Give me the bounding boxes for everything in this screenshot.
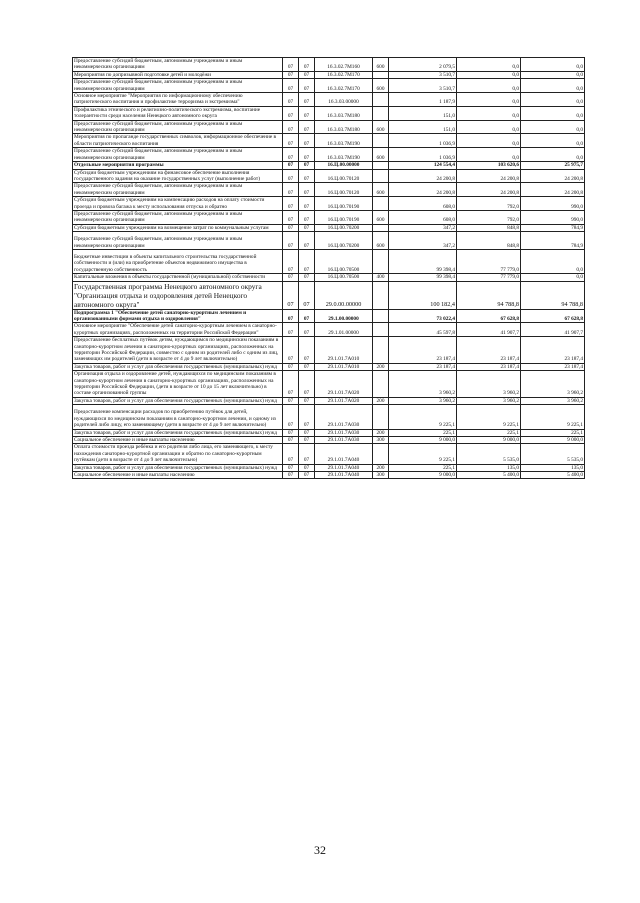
table-row	[73, 281, 585, 309]
target-article-code: 29.1.01.7А040	[315, 471, 373, 478]
expense-type-code	[373, 106, 389, 120]
expense-type-code: 200	[373, 363, 389, 370]
subsection-code: 07	[299, 58, 315, 72]
section-code: 07	[283, 232, 299, 250]
table-row	[73, 162, 585, 169]
target-article-code: 16.Ц.00.70190	[315, 197, 373, 211]
row-description: Организация отдыха и оздоровление детей, нуждающихся по медицинским показаниям в санаторно-курортном лечении в санаторно-курортных организациях, расположенных на территории Российской Федерации, (дети в возрасте от 10 до 15 лет включительно) в составе организованной группы	[73, 371, 283, 398]
section-code: 07	[283, 436, 299, 443]
row-description: Предоставление субсидий бюджетным, автономным учреждениям и иным некоммерческим организациям	[73, 183, 283, 197]
amount-year-1: 608,0	[389, 197, 457, 211]
amount-year-3: 3 960,2	[521, 397, 585, 404]
amount-year-2: 135,0	[457, 464, 521, 471]
amount-year-2: 848,8	[457, 232, 521, 250]
amount-year-2: 792,0	[457, 197, 521, 211]
table-row	[73, 471, 585, 478]
row-description: Предоставление субсидий бюджетным, автономным учреждениям и иным некоммерческим организациям	[73, 120, 283, 134]
expense-type-code	[373, 169, 389, 183]
amount-year-3: 0,0	[521, 120, 585, 134]
section-code: 07	[283, 106, 299, 120]
budget-table	[72, 57, 585, 479]
subsection-code: 07	[299, 120, 315, 134]
table-row	[73, 148, 585, 162]
section-code: 07	[283, 71, 299, 78]
amount-year-1: 9 000,0	[389, 436, 457, 443]
amount-year-3: 9 000,0	[521, 436, 585, 443]
amount-year-2: 103 620,6	[457, 162, 521, 169]
amount-year-2: 792,0	[457, 210, 521, 224]
expense-type-code: 300	[373, 471, 389, 478]
row-description: Мероприятия по пропаганде государственных символов, информационное обеспечение в области патриотического воспитания	[73, 134, 283, 148]
subsection-code: 07	[299, 464, 315, 471]
table-row	[73, 323, 585, 337]
amount-year-1: 347,2	[389, 232, 457, 250]
expense-type-code: 400	[373, 274, 389, 281]
row-description: Капитальные вложения в объекты государственной (муниципальной) собственности	[73, 274, 283, 281]
amount-year-3: 5 535,0	[521, 444, 585, 464]
amount-year-3: 25 975,7	[521, 162, 585, 169]
target-article-code: 29.1.01.7А010	[315, 337, 373, 364]
amount-year-3: 3 960,2	[521, 371, 585, 398]
subsection-code: 07	[299, 309, 315, 323]
subsection-code: 07	[299, 249, 315, 273]
table-row	[73, 134, 585, 148]
subsection-code: 07	[299, 363, 315, 370]
section-code: 07	[283, 58, 299, 72]
amount-year-1: 225,1	[389, 429, 457, 436]
expense-type-code	[373, 249, 389, 273]
target-article-code: 16.Ц.00.70200	[315, 224, 373, 231]
subsection-code: 07	[299, 162, 315, 169]
row-description: Закупка товаров, работ и услуг для обеспечения государственных (муниципальных) нужд	[73, 363, 283, 370]
target-article-code: 16.3.02.7M170	[315, 71, 373, 78]
target-article-code: 16.Ц.00.70120	[315, 183, 373, 197]
amount-year-1: 73 022,4	[389, 309, 457, 323]
section-code: 07	[283, 281, 299, 309]
amount-year-2: 0,0	[457, 120, 521, 134]
amount-year-3: 23 187,4	[521, 363, 585, 370]
section-code: 07	[283, 148, 299, 162]
section-code: 07	[283, 363, 299, 370]
table-row	[73, 197, 585, 211]
target-article-code: 29.1.00.00000	[315, 309, 373, 323]
table-row	[73, 58, 585, 72]
row-description: Подпрограмма 1 "Обеспечение детей санаторно-курортным лечением и организованными формами отдыха и оздоровления"	[73, 309, 283, 323]
amount-year-2: 24 200,8	[457, 183, 521, 197]
section-code: 07	[283, 274, 299, 281]
row-description: Предоставление субсидий бюджетным, автономным учреждениям и иным некоммерческим организациям	[73, 58, 283, 72]
subsection-code: 07	[299, 337, 315, 364]
amount-year-2: 0,0	[457, 93, 521, 107]
section-code: 07	[283, 337, 299, 364]
expense-type-code: 600	[373, 183, 389, 197]
target-article-code: 16.Ц.00.70500	[315, 274, 373, 281]
row-description: Закупка товаров, работ и услуг для обеспечения государственных (муниципальных) нужд	[73, 464, 283, 471]
section-code: 07	[283, 183, 299, 197]
amount-year-2: 3 960,2	[457, 371, 521, 398]
section-code: 07	[283, 197, 299, 211]
amount-year-1: 3 960,2	[389, 371, 457, 398]
table-row	[73, 309, 585, 323]
section-code: 07	[283, 323, 299, 337]
amount-year-2: 848,8	[457, 224, 521, 231]
amount-year-2: 41 907,7	[457, 323, 521, 337]
amount-year-3: 135,0	[521, 464, 585, 471]
target-article-code: 29.1.01.7А040	[315, 464, 373, 471]
section-code: 07	[283, 371, 299, 398]
target-article-code: 29.1.01.7А020	[315, 371, 373, 398]
amount-year-1: 99 398,4	[389, 249, 457, 273]
section-code: 07	[283, 464, 299, 471]
row-description: Предоставление компенсации расходов по приобретению путёвок для детей, нуждающихся по медицинским показаниям в санаторно-курортном лечении, и одному из родителей либо лицу, его заменяющему (дети в возрасте от 4 до 9 лет включительно)	[73, 405, 283, 429]
subsection-code: 07	[299, 224, 315, 231]
amount-year-1: 2 079,5	[389, 58, 457, 72]
table-row	[73, 79, 585, 93]
amount-year-3: 0,0	[521, 134, 585, 148]
section-code: 07	[283, 134, 299, 148]
amount-year-3: 0,0	[521, 93, 585, 107]
row-description: Предоставление субсидий бюджетным, автономным учреждениям и иным некоммерческим организациям	[73, 232, 283, 250]
amount-year-3: 0,0	[521, 274, 585, 281]
amount-year-3: 24 200,8	[521, 183, 585, 197]
table-row	[73, 363, 585, 370]
amount-year-3: 9 225,1	[521, 405, 585, 429]
subsection-code: 07	[299, 71, 315, 78]
target-article-code: 16.3.03.7M190	[315, 148, 373, 162]
row-description: Субсидии бюджетным учреждениям на компенсацию расходов на оплату стоимости проезда и провоза багажа к месту использования отпуска и обратно	[73, 197, 283, 211]
table-row	[73, 464, 585, 471]
subsection-code: 07	[299, 444, 315, 464]
amount-year-2: 67 628,8	[457, 309, 521, 323]
table-row	[73, 436, 585, 443]
amount-year-1: 608,0	[389, 210, 457, 224]
expense-type-code	[373, 323, 389, 337]
page-number: 32	[314, 843, 326, 857]
expense-type-code	[373, 281, 389, 309]
subsection-code: 07	[299, 323, 315, 337]
target-article-code: 29.1.01.00000	[315, 323, 373, 337]
table-row	[73, 274, 585, 281]
target-article-code: 16.Ц.00.70500	[315, 249, 373, 273]
subsection-code: 07	[299, 197, 315, 211]
target-article-code: 16.Ц.00.70190	[315, 210, 373, 224]
row-description: Закупка товаров, работ и услуг для обеспечения государственных (муниципальных) нужд	[73, 397, 283, 404]
table-row	[73, 232, 585, 250]
amount-year-1: 3 960,2	[389, 397, 457, 404]
amount-year-1: 1 187,9	[389, 93, 457, 107]
subsection-code: 07	[299, 79, 315, 93]
budget-table-sheet	[72, 57, 584, 479]
expense-type-code	[373, 444, 389, 464]
amount-year-2: 0,0	[457, 134, 521, 148]
amount-year-1: 9 225,1	[389, 444, 457, 464]
subsection-code: 07	[299, 397, 315, 404]
amount-year-1: 3 510,7	[389, 79, 457, 93]
amount-year-2: 77 779,0	[457, 249, 521, 273]
expense-type-code	[373, 371, 389, 398]
table-row	[73, 444, 585, 464]
amount-year-1: 225,1	[389, 464, 457, 471]
row-description: Предоставление субсидий бюджетным, автономным учреждениям и иным некоммерческим организациям	[73, 210, 283, 224]
row-description: Закупка товаров, работ и услуг для обеспечения государственных (муниципальных) нужд	[73, 429, 283, 436]
amount-year-1: 100 182,4	[389, 281, 457, 309]
expense-type-code: 200	[373, 464, 389, 471]
amount-year-2: 5 535,0	[457, 444, 521, 464]
table-row	[73, 183, 585, 197]
amount-year-3: 990,0	[521, 197, 585, 211]
subsection-code: 07	[299, 405, 315, 429]
amount-year-3: 0,0	[521, 106, 585, 120]
amount-year-1: 45 597,8	[389, 323, 457, 337]
subsection-code: 07	[299, 471, 315, 478]
row-description: Субсидии бюджетным учреждениям на финансовое обеспечение выполнения государственного задания на оказание государственных услуг (выполнение работ)	[73, 169, 283, 183]
amount-year-1: 151,0	[389, 106, 457, 120]
row-description: Социальное обеспечение и иные выплаты населению	[73, 471, 283, 478]
amount-year-3: 0,0	[521, 148, 585, 162]
amount-year-2: 0,0	[457, 106, 521, 120]
section-code: 07	[283, 224, 299, 231]
row-description: Оплата стоимости проезда ребёнка и его родителя либо лица, его заменяющего, к месту нахождения санаторно-курортной организации и обратно по санаторно-курортным путёвкам (дети в возрасте от 4 до 9 лет включительно)	[73, 444, 283, 464]
row-description: Предоставление бесплатных путёвок детям, нуждающимся по медицинским показаниям в санаторно-курортном лечении в санаторно-курортных организациях, расположенных на территории Российской Федерации, совместно с одним из родителей либо с одним из лиц, заменяющих им родителей (дети в возрасте от 4 до 9 лет включительно)	[73, 337, 283, 364]
target-article-code: 16.Ц.00.70120	[315, 169, 373, 183]
expense-type-code: 600	[373, 148, 389, 162]
expense-type-code: 600	[373, 58, 389, 72]
amount-year-1: 124 554,4	[389, 162, 457, 169]
subsection-code: 07	[299, 429, 315, 436]
table-row	[73, 249, 585, 273]
amount-year-1: 23 187,4	[389, 337, 457, 364]
amount-year-2: 94 788,8	[457, 281, 521, 309]
row-description: Основное мероприятие "Обеспечение детей санаторно-курортным лечением в санаторно-курортных организациях, расположенных на территории Российской Федерации"	[73, 323, 283, 337]
amount-year-3: 41 907,7	[521, 323, 585, 337]
target-article-code: 29.1.01.7А030	[315, 429, 373, 436]
table-row	[73, 429, 585, 436]
subsection-code: 07	[299, 93, 315, 107]
amount-year-2: 3 960,2	[457, 397, 521, 404]
row-description: Государственная программа Ненецкого автономного округа "Организация отдыха и оздоровления детей Ненецкого автономного округа"	[73, 281, 283, 309]
amount-year-2: 23 187,4	[457, 337, 521, 364]
section-code: 07	[283, 309, 299, 323]
amount-year-3: 67 628,8	[521, 309, 585, 323]
row-description: Мероприятия по допризывной подготовке детей и молодёжи	[73, 71, 283, 78]
target-article-code: 16.3.03.7M180	[315, 120, 373, 134]
section-code: 07	[283, 169, 299, 183]
target-article-code: 29.0.00.00000	[315, 281, 373, 309]
amount-year-1: 1 036,9	[389, 148, 457, 162]
section-code: 07	[283, 210, 299, 224]
subsection-code: 07	[299, 183, 315, 197]
subsection-code: 07	[299, 371, 315, 398]
expense-type-code	[373, 162, 389, 169]
amount-year-3: 23 187,4	[521, 337, 585, 364]
target-article-code: 29.1.01.7А030	[315, 405, 373, 429]
amount-year-3: 0,0	[521, 79, 585, 93]
table-row	[73, 120, 585, 134]
table-row	[73, 337, 585, 364]
section-code: 07	[283, 79, 299, 93]
amount-year-2: 77 779,0	[457, 274, 521, 281]
amount-year-3: 784,9	[521, 232, 585, 250]
expense-type-code: 600	[373, 232, 389, 250]
section-code: 07	[283, 405, 299, 429]
amount-year-1: 24 200,8	[389, 183, 457, 197]
row-description: Социальное обеспечение и иные выплаты населению	[73, 436, 283, 443]
amount-year-2: 0,0	[457, 79, 521, 93]
amount-year-3: 784,9	[521, 224, 585, 231]
amount-year-3: 225,1	[521, 429, 585, 436]
row-description: Отдельные мероприятия программы	[73, 162, 283, 169]
target-article-code: 16.Ц.00.70200	[315, 232, 373, 250]
amount-year-1: 3 510,7	[389, 71, 457, 78]
table-row	[73, 405, 585, 429]
expense-type-code: 200	[373, 429, 389, 436]
amount-year-1: 23 187,4	[389, 363, 457, 370]
amount-year-2: 225,1	[457, 429, 521, 436]
section-code: 07	[283, 429, 299, 436]
expense-type-code	[373, 309, 389, 323]
amount-year-2: 24 200,8	[457, 169, 521, 183]
row-description: Предоставление субсидий бюджетным, автономным учреждениям и иным некоммерческим организациям	[73, 148, 283, 162]
target-article-code: 16.3.02.7M160	[315, 58, 373, 72]
expense-type-code	[373, 337, 389, 364]
expense-type-code: 600	[373, 79, 389, 93]
amount-year-3: 990,0	[521, 210, 585, 224]
amount-year-3: 0,0	[521, 71, 585, 78]
amount-year-2: 0,0	[457, 71, 521, 78]
amount-year-2: 23 187,4	[457, 363, 521, 370]
table-row	[73, 371, 585, 398]
row-description: Субсидии бюджетным учреждениям на возмещение затрат по коммунальным услугам	[73, 224, 283, 231]
expense-type-code: 600	[373, 120, 389, 134]
subsection-code: 07	[299, 436, 315, 443]
target-article-code: 16.3.02.7M170	[315, 79, 373, 93]
subsection-code: 07	[299, 134, 315, 148]
amount-year-1: 1 036,9	[389, 134, 457, 148]
amount-year-2: 0,0	[457, 148, 521, 162]
expense-type-code: 200	[373, 397, 389, 404]
subsection-code: 07	[299, 274, 315, 281]
expense-type-code	[373, 134, 389, 148]
table-row	[73, 106, 585, 120]
target-article-code: 16.3.03.00000	[315, 93, 373, 107]
section-code: 07	[283, 120, 299, 134]
expense-type-code	[373, 224, 389, 231]
target-article-code: 29.1.01.7А010	[315, 363, 373, 370]
subsection-code: 07	[299, 281, 315, 309]
expense-type-code	[373, 197, 389, 211]
amount-year-3: 24 200,8	[521, 169, 585, 183]
amount-year-1: 151,0	[389, 120, 457, 134]
subsection-code: 07	[299, 106, 315, 120]
expense-type-code: 300	[373, 436, 389, 443]
target-article-code: 16.Ц.00.00000	[315, 162, 373, 169]
target-article-code: 16.3.03.7M180	[315, 106, 373, 120]
amount-year-2: 0,0	[457, 58, 521, 72]
amount-year-1: 9 225,1	[389, 405, 457, 429]
amount-year-1: 347,2	[389, 224, 457, 231]
section-code: 07	[283, 444, 299, 464]
target-article-code: 29.1.01.7А040	[315, 444, 373, 464]
amount-year-2: 9 000,0	[457, 436, 521, 443]
subsection-code: 07	[299, 169, 315, 183]
section-code: 07	[283, 249, 299, 273]
amount-year-2: 5 400,0	[457, 471, 521, 478]
table-row	[73, 93, 585, 107]
table-row	[73, 224, 585, 231]
target-article-code: 16.3.03.7M190	[315, 134, 373, 148]
amount-year-3: 0,0	[521, 58, 585, 72]
target-article-code: 29.1.01.7А020	[315, 397, 373, 404]
amount-year-1: 99 398,4	[389, 274, 457, 281]
row-description: Предоставление субсидий бюджетным, автономным учреждениям и иным некоммерческим организациям	[73, 79, 283, 93]
table-row	[73, 210, 585, 224]
expense-type-code	[373, 93, 389, 107]
expense-type-code	[373, 71, 389, 78]
table-row	[73, 71, 585, 78]
subsection-code: 07	[299, 232, 315, 250]
subsection-code: 07	[299, 148, 315, 162]
target-article-code: 29.1.01.7А030	[315, 436, 373, 443]
section-code: 07	[283, 93, 299, 107]
section-code: 07	[283, 471, 299, 478]
expense-type-code: 600	[373, 210, 389, 224]
row-description: Бюджетные инвестиции в объекты капитального строительства государственной собственности и (или) на приобретение объектов недвижимого имущества в государственную собственность	[73, 249, 283, 273]
subsection-code: 07	[299, 210, 315, 224]
section-code: 07	[283, 397, 299, 404]
row-description: Основное мероприятие "Мероприятия по информационному обеспечению патриотического воспитания и профилактике терроризма и экстремизма"	[73, 93, 283, 107]
amount-year-2: 9 225,1	[457, 405, 521, 429]
amount-year-3: 5 400,0	[521, 471, 585, 478]
amount-year-1: 9 000,0	[389, 471, 457, 478]
amount-year-1: 24 200,8	[389, 169, 457, 183]
row-description: Профилактика этнического и религиозно-политического экстремизма, воспитание толерантности среди населения Ненецкого автономного округа	[73, 106, 283, 120]
expense-type-code	[373, 405, 389, 429]
section-code: 07	[283, 162, 299, 169]
amount-year-3: 0,0	[521, 249, 585, 273]
amount-year-3: 94 788,8	[521, 281, 585, 309]
table-row	[73, 397, 585, 404]
table-row	[73, 169, 585, 183]
